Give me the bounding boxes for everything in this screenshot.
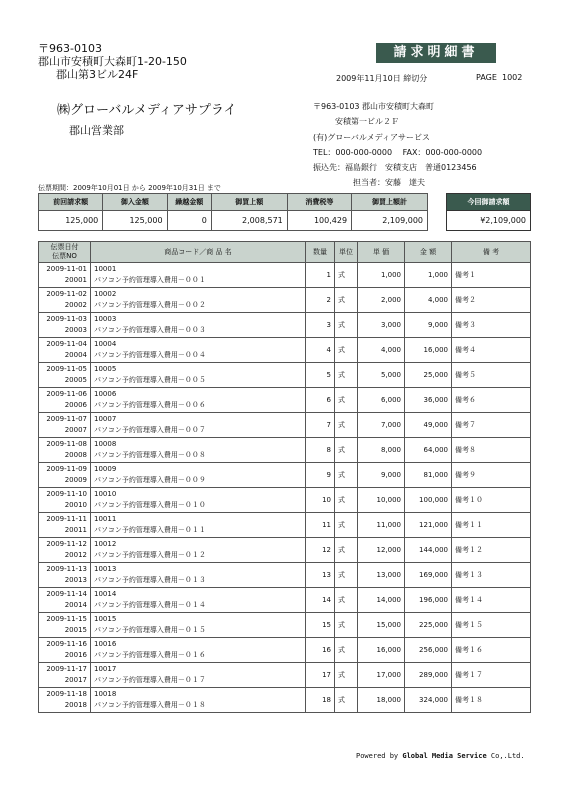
col-no-label: 伝票NO	[52, 252, 77, 260]
address-line1: 郡山市安積町大森町1-20-150	[38, 55, 187, 68]
row-unit: 式	[335, 563, 358, 588]
row-amount: 144,000	[405, 538, 452, 563]
row-amount: 324,000	[405, 688, 452, 713]
row-price: 8,000	[358, 438, 405, 463]
table-row	[39, 388, 531, 413]
row-date-no	[39, 513, 91, 538]
row-amount: 25,000	[405, 363, 452, 388]
row-slip-no: 20002	[64, 301, 87, 309]
row-code: 10002	[94, 290, 117, 298]
row-product	[91, 488, 306, 513]
table-row	[39, 563, 531, 588]
row-qty: 6	[306, 388, 335, 413]
row-slip-no: 20018	[64, 701, 87, 709]
row-date-no	[39, 363, 91, 388]
row-slip-no: 20006	[64, 401, 87, 409]
row-date: 2009-11-10	[46, 490, 87, 498]
row-qty: 3	[306, 313, 335, 338]
row-date-no	[39, 263, 91, 288]
row-date: 2009-11-06	[46, 390, 87, 398]
row-note: 備考１３	[452, 563, 531, 588]
row-date: 2009-11-15	[46, 615, 87, 623]
issuer-company: (有)グローバルメディアサービス	[313, 132, 430, 142]
row-date-no	[39, 288, 91, 313]
row-name: パソコン予約管理導入費用－０１１	[94, 526, 206, 534]
table-row	[39, 488, 531, 513]
col-date-no	[39, 242, 91, 263]
row-product	[91, 263, 306, 288]
row-slip-no: 20014	[64, 601, 87, 609]
row-price: 18,000	[358, 688, 405, 713]
table-row	[39, 413, 531, 438]
table-row	[39, 463, 531, 488]
row-qty: 1	[306, 263, 335, 288]
row-date-no	[39, 663, 91, 688]
page-indicator	[476, 73, 522, 82]
row-unit: 式	[335, 413, 358, 438]
row-qty: 7	[306, 413, 335, 438]
row-price: 14,000	[358, 588, 405, 613]
row-date: 2009-11-07	[46, 415, 87, 423]
row-name: パソコン予約管理導入費用－００３	[94, 326, 206, 334]
row-date-no	[39, 588, 91, 613]
row-qty: 15	[306, 613, 335, 638]
row-note: 備考５	[452, 363, 531, 388]
row-date-no	[39, 613, 91, 638]
row-name: パソコン予約管理導入費用－０１５	[94, 626, 206, 634]
col-price: 単 価	[358, 242, 405, 263]
footer-suffix: Co,.Ltd.	[490, 752, 525, 760]
row-amount: 121,000	[405, 513, 452, 538]
row-unit: 式	[335, 538, 358, 563]
row-price: 16,000	[358, 638, 405, 663]
row-name: パソコン予約管理導入費用－００２	[94, 301, 206, 309]
row-date-no	[39, 563, 91, 588]
summary-header: 御買上額	[211, 194, 287, 211]
row-note: 備考１５	[452, 613, 531, 638]
summary-header: 繰越金額	[167, 194, 211, 211]
row-product	[91, 313, 306, 338]
row-note: 備考１８	[452, 688, 531, 713]
row-code: 10013	[94, 565, 117, 573]
row-date: 2009-11-18	[46, 690, 87, 698]
row-note: 備考１２	[452, 538, 531, 563]
summary-header: 消費税等	[287, 194, 351, 211]
table-row	[39, 688, 531, 713]
table-row	[39, 338, 531, 363]
row-date-no	[39, 438, 91, 463]
row-code: 10005	[94, 365, 117, 373]
row-price: 10,000	[358, 488, 405, 513]
row-product	[91, 463, 306, 488]
row-name: パソコン予約管理導入費用－００６	[94, 401, 206, 409]
row-unit: 式	[335, 588, 358, 613]
row-date: 2009-11-08	[46, 440, 87, 448]
row-name: パソコン予約管理導入費用－０１２	[94, 551, 206, 559]
row-qty: 13	[306, 563, 335, 588]
row-slip-no: 20013	[64, 576, 87, 584]
row-slip-no: 20001	[64, 276, 87, 284]
summary-header-row	[39, 194, 428, 211]
row-date: 2009-11-12	[46, 540, 87, 548]
row-qty: 8	[306, 438, 335, 463]
row-note: 備考１６	[452, 638, 531, 663]
row-price: 4,000	[358, 338, 405, 363]
row-qty: 12	[306, 538, 335, 563]
row-note: 備考４	[452, 338, 531, 363]
table-row	[39, 638, 531, 663]
row-product	[91, 288, 306, 313]
col-unit: 単位	[335, 242, 358, 263]
row-product	[91, 688, 306, 713]
row-name: パソコン予約管理導入費用－０１７	[94, 676, 206, 684]
col-qty: 数量	[306, 242, 335, 263]
row-unit: 式	[335, 638, 358, 663]
row-price: 17,000	[358, 663, 405, 688]
row-amount: 225,000	[405, 613, 452, 638]
row-product	[91, 663, 306, 688]
row-product	[91, 588, 306, 613]
col-date-label: 伝票日付	[50, 243, 79, 251]
postal-code: 〒963-0103	[38, 42, 102, 55]
row-amount: 36,000	[405, 388, 452, 413]
row-slip-no: 20011	[64, 526, 87, 534]
row-date: 2009-11-03	[46, 315, 87, 323]
row-qty: 11	[306, 513, 335, 538]
document-title: 請求明細書	[376, 43, 496, 63]
row-slip-no: 20004	[64, 351, 87, 359]
row-product	[91, 538, 306, 563]
col-amount: 金 額	[405, 242, 452, 263]
row-date-no	[39, 338, 91, 363]
row-unit: 式	[335, 488, 358, 513]
row-slip-no: 20016	[64, 651, 87, 659]
row-date-no	[39, 463, 91, 488]
row-amount: 100,000	[405, 488, 452, 513]
row-amount: 4,000	[405, 288, 452, 313]
table-row	[39, 438, 531, 463]
row-name: パソコン予約管理導入費用－００７	[94, 426, 206, 434]
row-note: 備考３	[452, 313, 531, 338]
row-name: パソコン予約管理導入費用－００５	[94, 376, 206, 384]
summary-value: 125,000	[103, 211, 167, 231]
summary-value: 2,109,000	[352, 211, 428, 231]
row-qty: 18	[306, 688, 335, 713]
row-product	[91, 363, 306, 388]
row-date: 2009-11-09	[46, 465, 87, 473]
row-code: 10010	[94, 490, 117, 498]
row-amount: 9,000	[405, 313, 452, 338]
row-unit: 式	[335, 288, 358, 313]
row-price: 6,000	[358, 388, 405, 413]
row-price: 12,000	[358, 538, 405, 563]
row-name: パソコン予約管理導入費用－０１６	[94, 651, 206, 659]
row-code: 10008	[94, 440, 117, 448]
row-code: 10009	[94, 465, 117, 473]
row-unit: 式	[335, 363, 358, 388]
row-note: 備考１０	[452, 488, 531, 513]
row-date-no	[39, 688, 91, 713]
row-product	[91, 388, 306, 413]
row-code: 10012	[94, 540, 117, 548]
row-date-no	[39, 538, 91, 563]
issuer-info	[313, 99, 482, 191]
table-row	[39, 513, 531, 538]
table-row	[39, 588, 531, 613]
row-qty: 4	[306, 338, 335, 363]
row-unit: 式	[335, 438, 358, 463]
row-qty: 2	[306, 288, 335, 313]
row-date: 2009-11-14	[46, 590, 87, 598]
row-unit: 式	[335, 463, 358, 488]
row-slip-no: 20009	[64, 476, 87, 484]
row-code: 10007	[94, 415, 117, 423]
row-amount: 256,000	[405, 638, 452, 663]
row-note: 備考８	[452, 438, 531, 463]
row-amount: 169,000	[405, 563, 452, 588]
row-product	[91, 513, 306, 538]
row-price: 9,000	[358, 463, 405, 488]
row-product	[91, 613, 306, 638]
summary-header: 前回請求額	[39, 194, 103, 211]
row-amount: 196,000	[405, 588, 452, 613]
row-date-no	[39, 388, 91, 413]
row-slip-no: 20015	[64, 626, 87, 634]
row-date-no	[39, 488, 91, 513]
current-billing-header: 今回御請求額	[447, 194, 531, 211]
row-date: 2009-11-04	[46, 340, 87, 348]
table-row	[39, 313, 531, 338]
row-note: 備考１	[452, 263, 531, 288]
recipient-company: ㈱グローバルメディアサプライ	[57, 103, 237, 118]
row-unit: 式	[335, 513, 358, 538]
footer-prefix: Powered by	[356, 752, 399, 760]
row-qty: 5	[306, 363, 335, 388]
row-name: パソコン予約管理導入費用－０１０	[94, 501, 206, 509]
powered-by-footer	[356, 752, 525, 760]
table-row	[39, 288, 531, 313]
summary-table	[38, 193, 428, 231]
row-code: 10006	[94, 390, 117, 398]
row-unit: 式	[335, 338, 358, 363]
row-product	[91, 338, 306, 363]
table-row	[39, 613, 531, 638]
row-slip-no: 20003	[64, 326, 87, 334]
row-name: パソコン予約管理導入費用－００１	[94, 276, 206, 284]
row-price: 11,000	[358, 513, 405, 538]
col-product: 商品コード／商 品 名	[91, 242, 306, 263]
row-product	[91, 438, 306, 463]
row-slip-no: 20012	[64, 551, 87, 559]
row-amount: 16,000	[405, 338, 452, 363]
row-amount: 289,000	[405, 663, 452, 688]
row-date: 2009-11-02	[46, 290, 87, 298]
issuer-address: 〒963-0103 郡山市安積町大森町	[313, 102, 435, 111]
summary-value: 2,008,571	[211, 211, 287, 231]
row-note: 備考１１	[452, 513, 531, 538]
row-date: 2009-11-05	[46, 365, 87, 373]
recipient-department: 郡山営業部	[69, 124, 124, 137]
row-amount: 81,000	[405, 463, 452, 488]
detail-body	[39, 263, 531, 713]
row-note: 備考６	[452, 388, 531, 413]
row-name: パソコン予約管理導入費用－００８	[94, 451, 206, 459]
page-label: PAGE	[476, 73, 497, 82]
row-code: 10015	[94, 615, 117, 623]
row-code: 10004	[94, 340, 117, 348]
issuer-bank: 振込先：福島銀行 安積支店 普通0123456	[313, 163, 477, 173]
row-date: 2009-11-16	[46, 640, 87, 648]
row-date-no	[39, 638, 91, 663]
detail-header-row	[39, 242, 531, 263]
issuer-building: 安積第一ビル２Ｆ	[335, 117, 399, 127]
row-code: 10001	[94, 265, 117, 273]
detail-table	[38, 241, 531, 713]
row-note: 備考１４	[452, 588, 531, 613]
row-unit: 式	[335, 263, 358, 288]
row-unit: 式	[335, 663, 358, 688]
issuer-person: 担当者：安藤 達夫	[353, 178, 425, 188]
row-unit: 式	[335, 388, 358, 413]
row-name: パソコン予約管理導入費用－００４	[94, 351, 206, 359]
row-qty: 14	[306, 588, 335, 613]
row-date: 2009-11-11	[46, 515, 87, 523]
row-price: 7,000	[358, 413, 405, 438]
row-slip-no: 20007	[64, 426, 87, 434]
row-note: 備考１７	[452, 663, 531, 688]
row-name: パソコン予約管理導入費用－００９	[94, 476, 206, 484]
row-date-no	[39, 413, 91, 438]
row-date: 2009-11-17	[46, 665, 87, 673]
row-product	[91, 413, 306, 438]
row-price: 3,000	[358, 313, 405, 338]
row-date: 2009-11-13	[46, 565, 87, 573]
row-name: パソコン予約管理導入費用－０１４	[94, 601, 206, 609]
row-price: 2,000	[358, 288, 405, 313]
summary-value: 125,000	[39, 211, 103, 231]
row-price: 13,000	[358, 563, 405, 588]
row-name: パソコン予約管理導入費用－０１８	[94, 701, 206, 709]
row-unit: 式	[335, 613, 358, 638]
sender-address	[38, 42, 187, 81]
col-note: 備 考	[452, 242, 531, 263]
table-row	[39, 363, 531, 388]
row-qty: 9	[306, 463, 335, 488]
summary-value: 0	[167, 211, 211, 231]
row-price: 5,000	[358, 363, 405, 388]
row-code: 10011	[94, 515, 117, 523]
row-qty: 17	[306, 663, 335, 688]
row-amount: 49,000	[405, 413, 452, 438]
row-note: 備考９	[452, 463, 531, 488]
row-qty: 16	[306, 638, 335, 663]
summary-header: 御入金額	[103, 194, 167, 211]
footer-brand: Global Media Service	[402, 752, 487, 760]
row-slip-no: 20010	[64, 501, 87, 509]
row-price: 1,000	[358, 263, 405, 288]
page-number: 1002	[502, 73, 523, 82]
row-amount: 64,000	[405, 438, 452, 463]
slip-period: 伝票期間：2009年10月01日 から 2009年10月31日 まで	[38, 184, 221, 192]
summary-header: 御買上額計	[352, 194, 428, 211]
row-amount: 1,000	[405, 263, 452, 288]
issuer-tel-fax: TEL：000-000-0000 FAX：000-000-0000	[313, 147, 483, 157]
summary-value: 100,429	[287, 211, 351, 231]
row-product	[91, 638, 306, 663]
current-billing-value: ¥2,109,000	[447, 211, 531, 231]
row-date-no	[39, 313, 91, 338]
row-note: 備考２	[452, 288, 531, 313]
table-row	[39, 538, 531, 563]
row-code: 10003	[94, 315, 117, 323]
row-code: 10016	[94, 640, 117, 648]
row-unit: 式	[335, 313, 358, 338]
current-billing-table	[446, 193, 531, 231]
row-product	[91, 563, 306, 588]
address-line2: 郡山第3ビル24F	[56, 68, 139, 81]
summary-value-row	[39, 211, 428, 231]
row-price: 15,000	[358, 613, 405, 638]
row-qty: 10	[306, 488, 335, 513]
row-name: パソコン予約管理導入費用－０１３	[94, 576, 206, 584]
row-unit: 式	[335, 688, 358, 713]
row-code: 10017	[94, 665, 117, 673]
table-row	[39, 663, 531, 688]
row-date: 2009-11-01	[46, 265, 87, 273]
row-note: 備考７	[452, 413, 531, 438]
row-slip-no: 20008	[64, 451, 87, 459]
table-row	[39, 263, 531, 288]
row-code: 10018	[94, 690, 117, 698]
row-code: 10014	[94, 590, 117, 598]
row-slip-no: 20017	[64, 676, 87, 684]
row-slip-no: 20005	[64, 376, 87, 384]
closing-date: 2009年11月10日 締切分	[336, 74, 428, 83]
